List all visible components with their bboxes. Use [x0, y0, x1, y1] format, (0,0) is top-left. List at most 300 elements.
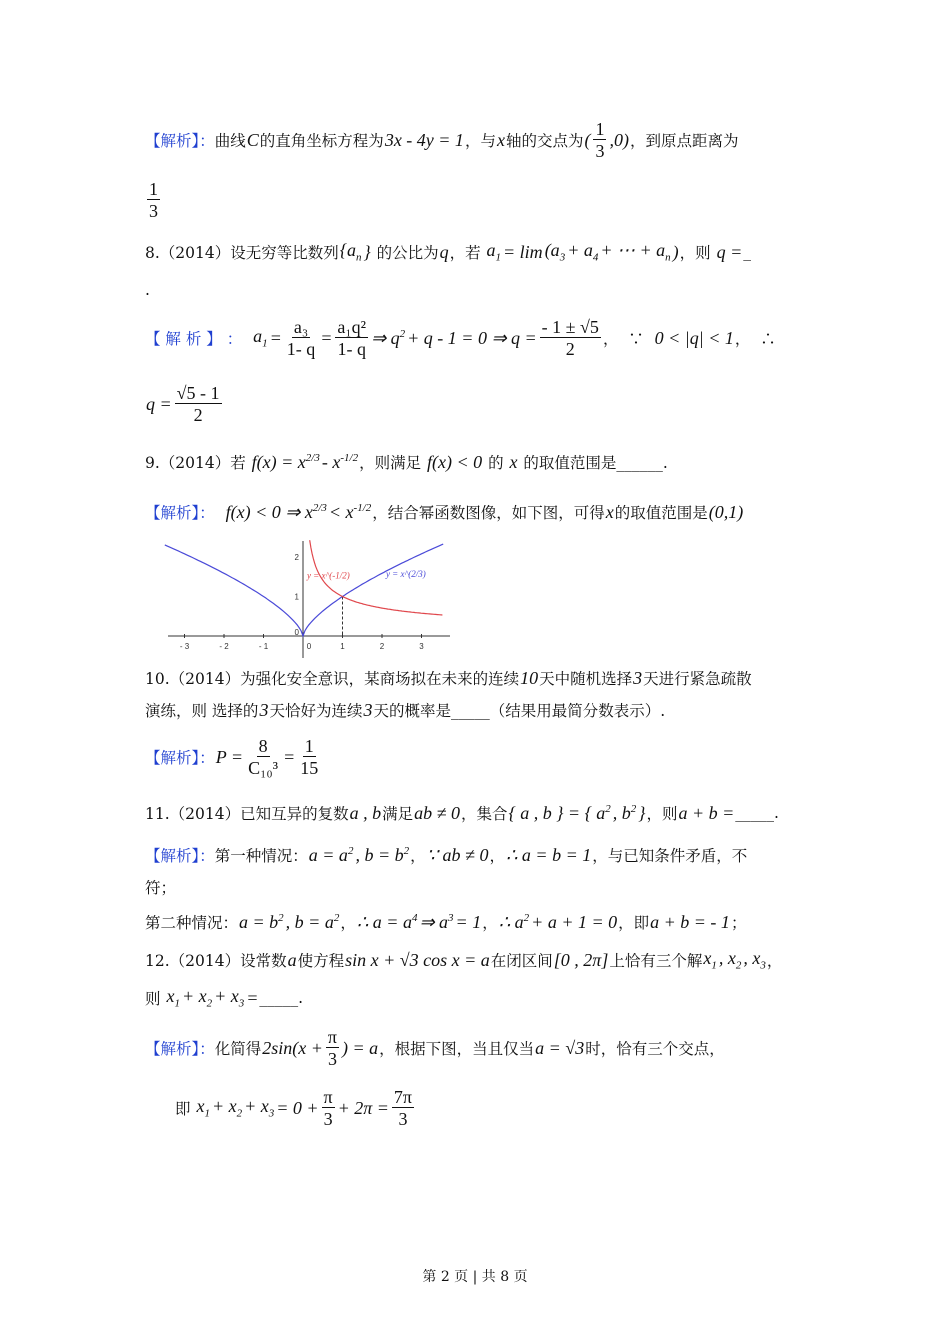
blue-curve-label: y = x^(2/3) [385, 568, 426, 579]
analysis-label [145, 501, 215, 523]
x-tick-label: 3 [419, 642, 424, 651]
subscript: n [665, 251, 671, 264]
subscript: 1 [204, 1107, 210, 1120]
math-expression [253, 326, 268, 350]
text [175, 1097, 195, 1119]
text-line [175, 1086, 416, 1130]
text: ,0) [609, 129, 629, 150]
text [735, 327, 776, 349]
text [260, 129, 384, 151]
text-line [145, 440, 668, 484]
math-expression [531, 912, 617, 933]
curve-x-two-thirds [165, 544, 443, 636]
supscript: 2/3 [305, 451, 320, 464]
text-line [145, 976, 303, 1020]
text: + a [567, 240, 593, 261]
subscript: 1 [711, 959, 717, 972]
text: ∴ a [498, 911, 524, 932]
text: 天恰好为连续 [269, 702, 363, 720]
text: 第一种情况： [214, 847, 308, 865]
text [643, 667, 752, 689]
text [215, 503, 225, 521]
math-expression [342, 1038, 378, 1059]
fraction [593, 119, 606, 162]
denominator: 2 [193, 404, 203, 425]
subscript: 2 [236, 1107, 243, 1120]
text: = [283, 746, 296, 767]
x-tick-label: 2 [379, 642, 385, 651]
text: sin x + √3 cos x = a [345, 949, 490, 970]
text: + a + 1 = 0 [531, 911, 618, 932]
text: ∴ a = b = 1 [505, 844, 592, 865]
numerator: √5 - 1 [176, 382, 220, 403]
math-expression [609, 130, 629, 151]
text: 3x - 4y = 1 [384, 129, 464, 150]
text [615, 501, 708, 523]
math-expression [329, 502, 371, 523]
fraction [540, 317, 601, 360]
text: ， ∴ [734, 330, 776, 348]
text: 3 [259, 699, 269, 720]
text: ∴ a = a [356, 911, 412, 932]
text: ，则 [679, 244, 716, 262]
text: , b [612, 802, 631, 823]
text [585, 1037, 725, 1059]
numerator: 1 [595, 118, 605, 139]
math-expression [146, 394, 172, 415]
text: x [166, 986, 175, 1007]
analysis-label [145, 327, 242, 349]
text: ，若 [449, 244, 486, 262]
math-expression [497, 130, 505, 151]
text: 的取值范围是______. [518, 454, 668, 472]
text [215, 844, 308, 866]
text: 的直角坐标方程为 [259, 132, 384, 150]
subscript: 3 [760, 959, 766, 972]
text: _____. [259, 989, 304, 1007]
math-expression [456, 912, 482, 933]
text [145, 667, 519, 689]
text: _____. [735, 804, 779, 822]
math-expression [385, 130, 464, 151]
math-expression [427, 845, 489, 866]
text: 天的概率是_____（结果用最简分数表示）. [373, 702, 666, 720]
text: ，与 [464, 132, 496, 150]
text: + x [181, 986, 207, 1007]
math-expression [638, 803, 645, 824]
numerator: π [323, 1086, 333, 1107]
numerator: 8 [258, 735, 268, 756]
text: x [509, 451, 518, 472]
math-expression [322, 452, 358, 473]
text: } [363, 241, 371, 262]
text: a = a [308, 844, 348, 865]
math-expression [214, 986, 244, 1010]
text: 则 [145, 990, 166, 1008]
analysis-label [145, 129, 215, 151]
text: x [196, 1096, 205, 1117]
numerator: - 1 ± √5 [541, 316, 599, 337]
text: , x [718, 948, 736, 969]
denominator: 1- q [337, 338, 366, 359]
x-tick-label: - 2 [219, 642, 229, 651]
fraction [147, 179, 160, 222]
math-expression [679, 803, 735, 824]
text: + q - 1 = 0 ⇒ q = [407, 327, 537, 348]
text [461, 802, 508, 824]
math-expression [216, 747, 243, 768]
text: ， [489, 847, 505, 865]
text: ； [730, 914, 747, 932]
text: q = [146, 393, 172, 414]
text: q = [716, 241, 743, 262]
supscript: 2 [403, 844, 410, 857]
text: = [320, 327, 333, 348]
text: = lim [503, 241, 543, 262]
math-expression [166, 986, 180, 1010]
math-expression [506, 845, 591, 866]
math-expression [567, 240, 598, 264]
supscript: 2 [605, 802, 611, 815]
text [379, 1037, 534, 1059]
denominator: C₁₀³ [248, 757, 279, 778]
text [483, 451, 508, 473]
supscript: 2 [278, 911, 284, 924]
math-expression [673, 242, 679, 263]
supscript: 2 [523, 911, 530, 924]
text: 【解析】： [145, 847, 215, 865]
math-expression [407, 328, 537, 349]
subscript: 1 [174, 997, 180, 1010]
math-expression [717, 242, 743, 263]
supscript: 4 [411, 911, 418, 924]
math-expression [259, 700, 268, 721]
text-line [145, 490, 744, 534]
denominator: 3 [149, 200, 158, 221]
text [215, 129, 246, 151]
supscript: 3 [448, 911, 454, 924]
math-expression [719, 948, 742, 972]
text [145, 987, 165, 1009]
text [609, 949, 702, 971]
text: = 0 + [276, 1097, 319, 1118]
math-expression [309, 845, 354, 866]
text: 上恰有三个解 [609, 952, 703, 970]
text: 曲线 [214, 132, 246, 150]
subscript: 1 [495, 251, 502, 264]
text: ， [766, 952, 783, 970]
text: , x [743, 948, 761, 969]
text: ，与已知条件矛盾，不 [592, 847, 748, 865]
text: ( [584, 129, 591, 150]
text [482, 911, 498, 933]
text-line [145, 382, 224, 426]
text [731, 911, 747, 933]
text [145, 241, 339, 263]
numerator: 1 [149, 178, 158, 199]
supscript: -1/2 [353, 501, 372, 514]
text-line [145, 688, 665, 732]
analysis-label [145, 844, 215, 866]
text [372, 501, 605, 523]
text: , b = b [355, 844, 404, 865]
fraction [335, 317, 368, 360]
text [491, 949, 553, 971]
text [519, 451, 668, 473]
text: 天中随机选择 [539, 670, 633, 688]
text: 使方程 [297, 952, 345, 970]
subscript: n [355, 251, 362, 264]
x-tick-label: 1 [340, 642, 345, 651]
text [242, 329, 252, 347]
math-expression [545, 240, 566, 264]
text: } [638, 802, 646, 823]
math-expression [246, 988, 258, 1009]
text [145, 699, 258, 721]
text [618, 911, 649, 933]
text [259, 989, 303, 1007]
text: 【解析】： [145, 1040, 215, 1058]
text: 11.（2014）已知互异的复数 [145, 805, 349, 823]
numerator: 7π [393, 1086, 413, 1107]
text: 3 [363, 699, 373, 720]
subscript: 4 [592, 251, 599, 264]
math-expression [655, 328, 734, 349]
denominator: 3 [323, 1108, 333, 1129]
math-expression [743, 948, 766, 972]
numerator: 1 [304, 735, 314, 756]
math-expression [226, 502, 327, 523]
math-expression [554, 950, 609, 971]
text-line [145, 833, 747, 877]
text: 【解析】： [145, 749, 215, 767]
text: 【 解 析 】 ： [145, 330, 243, 348]
math-expression [363, 242, 370, 263]
text [145, 911, 238, 933]
subscript: 3 [268, 1107, 275, 1120]
text: 时，恰有三个交点， [585, 1040, 725, 1058]
subscript: 1 [262, 337, 268, 350]
text: ， [482, 914, 498, 932]
math-expression [244, 1096, 274, 1120]
math-expression [613, 803, 637, 824]
supscript: -1/2 [340, 451, 359, 464]
math-expression [650, 912, 730, 933]
text: + x [214, 986, 239, 1007]
text [215, 1037, 262, 1059]
text: (0,1) [708, 501, 744, 522]
fraction [246, 736, 280, 779]
fraction [285, 317, 318, 360]
denominator: 3 [327, 1048, 337, 1069]
text: 化简得 [214, 1040, 262, 1058]
text: + x [211, 1096, 237, 1117]
text: a + b = [678, 802, 735, 823]
math-expression [709, 502, 744, 523]
text: 在闭区间 [490, 952, 553, 970]
text [145, 949, 287, 971]
text: ，结合幂函数图像，如下图，可得 [372, 504, 605, 522]
text [767, 949, 783, 971]
x-tick-label: - 1 [258, 642, 269, 651]
text: ) = a [342, 1037, 379, 1058]
text: C [246, 129, 259, 150]
math-expression [345, 950, 490, 971]
text: 天进行紧急疏散 [643, 670, 752, 688]
text: = 1 [455, 911, 482, 932]
math-expression [520, 668, 538, 689]
math-expression [182, 986, 212, 1010]
text: ，则 [646, 805, 678, 823]
page-footer: 第 2 页 | 共 8 页 [422, 1269, 528, 1285]
math-expression [633, 668, 642, 689]
text-line [145, 1026, 725, 1070]
text [450, 241, 486, 263]
text: 9.（2014）若 [145, 454, 251, 472]
supscript: 2 [399, 327, 406, 340]
text: a = √3 [535, 1037, 585, 1058]
y-tick-label: 0 [294, 628, 299, 637]
math-expression [510, 452, 518, 473]
subscript: 2 [735, 959, 742, 972]
text [646, 802, 677, 824]
text: a [287, 949, 297, 970]
text: 【解析】： [145, 504, 215, 522]
text: a = b [239, 911, 279, 932]
math-expression [357, 912, 418, 933]
text [373, 699, 665, 721]
text: ， [340, 914, 356, 932]
text [539, 667, 632, 689]
text: 轴的交点为 [505, 132, 584, 150]
text: q [439, 241, 449, 262]
text: < x [328, 501, 354, 522]
math-expression [338, 1098, 389, 1119]
text: + ⋯ + a [600, 240, 666, 261]
text: x [496, 129, 505, 150]
text [735, 804, 779, 822]
math-expression [499, 912, 529, 933]
text [145, 802, 349, 824]
text: 的公比为 [371, 244, 439, 262]
y-tick-label: 1 [294, 592, 299, 602]
subscript: 2 [206, 997, 213, 1010]
text: ，集合 [461, 805, 508, 823]
text-line [145, 268, 150, 312]
numerator: a₃ [293, 316, 309, 337]
denominator: 1- q [286, 338, 316, 359]
text-line [145, 178, 162, 222]
supscript: 2 [333, 911, 340, 924]
text-line [145, 118, 738, 162]
text: ，到原点距离为 [629, 132, 739, 150]
text [465, 129, 496, 151]
text [743, 243, 751, 261]
text [242, 329, 252, 347]
text: 第二种情况： [145, 914, 239, 932]
text [145, 281, 150, 299]
text: . [145, 281, 150, 299]
math-expression [270, 328, 282, 349]
math-expression [503, 242, 543, 263]
text: ab ≠ 0 [414, 802, 461, 823]
math-expression [239, 912, 284, 933]
supscript: 2/3 [312, 501, 327, 514]
text [680, 241, 716, 263]
text: 10.（2014）为强化安全意识，某商场拟在未来的连续 [145, 670, 520, 688]
text: 8.（2014）设无穷等比数列 [145, 244, 339, 262]
denominator: 2 [565, 338, 575, 359]
x-tick-label: 0 [306, 642, 312, 651]
text [340, 911, 356, 933]
text: { a , b } = { a [508, 802, 606, 823]
supscript: 2 [347, 844, 354, 857]
text: x [703, 948, 712, 969]
text [298, 949, 345, 971]
math-expression [262, 1038, 323, 1059]
subscript: 3 [559, 251, 566, 264]
math-expression [606, 502, 614, 523]
fraction [326, 1027, 339, 1070]
text [603, 327, 654, 349]
subscript: 3 [238, 997, 245, 1010]
text: 12.（2014）设常数 [145, 952, 287, 970]
math-expression [288, 950, 297, 971]
text [489, 844, 505, 866]
power-function-graph [160, 538, 460, 662]
math-expression [419, 912, 453, 933]
text: a + b = - 1 [650, 911, 730, 932]
text: ，根据下图，当且仅当 [379, 1040, 535, 1058]
text: + 2π = [337, 1097, 389, 1118]
text [592, 844, 747, 866]
math-expression [355, 845, 409, 866]
text: a [253, 326, 263, 347]
text: [0 , 2π] [553, 949, 609, 970]
text: ， [410, 847, 426, 865]
math-expression [340, 240, 362, 264]
math-expression [252, 452, 320, 473]
denominator: 15 [300, 757, 319, 778]
math-expression [584, 130, 590, 151]
text: ∵ ab ≠ 0 [426, 844, 489, 865]
text-line [145, 735, 322, 779]
text [410, 844, 426, 866]
math-expression [427, 452, 482, 473]
text [215, 503, 225, 521]
math-expression [320, 328, 332, 349]
denominator: 3 [398, 1108, 408, 1129]
text: 的取值范围是 [614, 504, 708, 522]
text: 即 [175, 1100, 196, 1118]
fraction [322, 1087, 335, 1130]
text: + x [244, 1096, 269, 1117]
text: 满足 [382, 805, 414, 823]
text: , b = a [285, 911, 334, 932]
text: P = [215, 746, 244, 767]
math-expression [703, 948, 717, 972]
text: = [246, 987, 259, 1008]
text: f(x) = x [251, 451, 306, 472]
text: x [605, 501, 614, 522]
text: ) [672, 241, 679, 262]
text: 2sin(x + [262, 1037, 323, 1058]
math-expression [212, 1096, 242, 1120]
text: = [269, 327, 282, 348]
text: f(x) < 0 ⇒ x [225, 501, 313, 522]
math-expression [414, 803, 460, 824]
fraction [175, 383, 222, 426]
